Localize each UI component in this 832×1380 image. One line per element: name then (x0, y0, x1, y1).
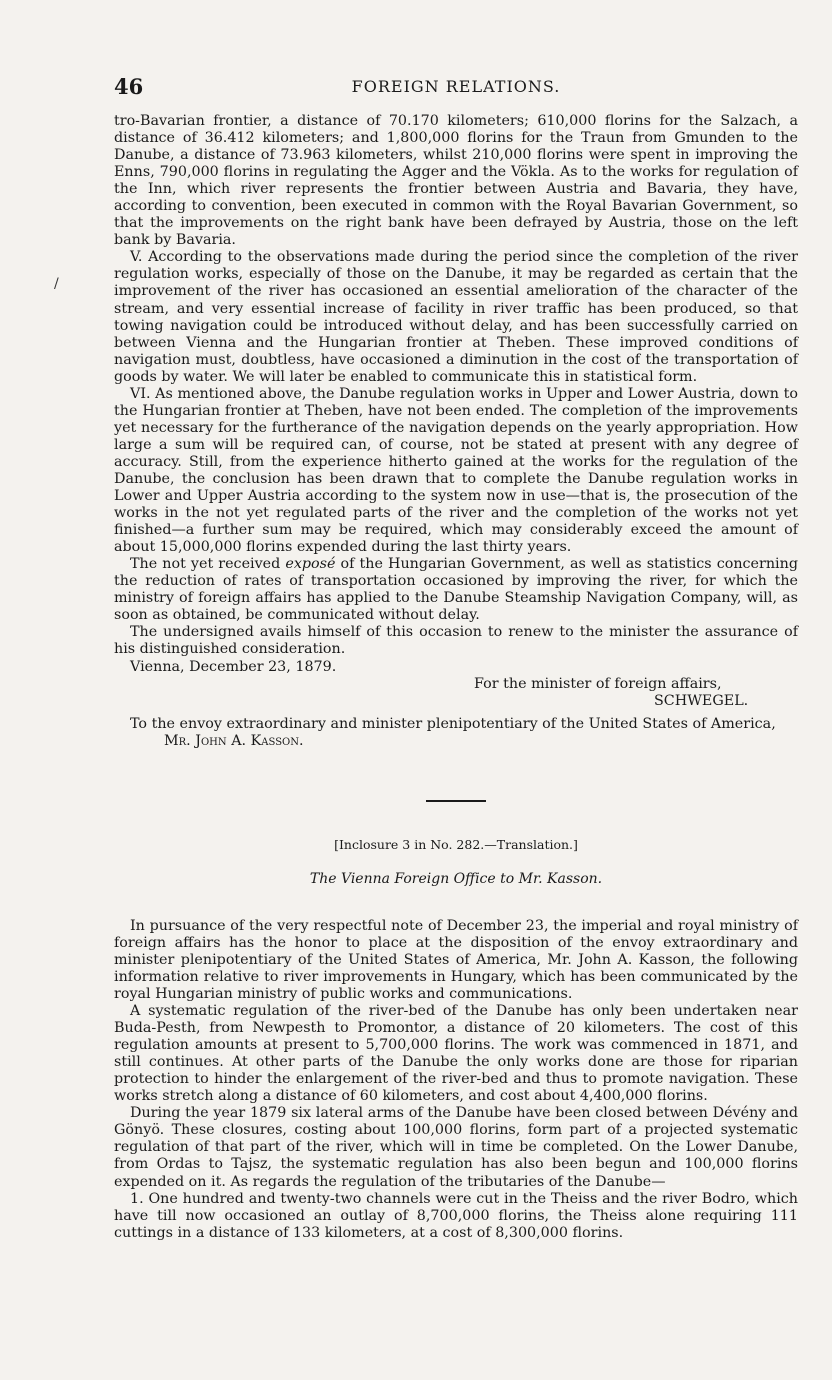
running-head: FOREIGN RELATIONS. (351, 77, 561, 96)
section-divider (426, 800, 486, 802)
expose-before: The not yet received (130, 556, 286, 573)
page-number: 46 (114, 74, 144, 99)
document-body (114, 113, 798, 1242)
addressee-name: Mr. John A. Kasson. (164, 732, 304, 749)
addressee-line: To the envoy extraordinary and minister plenipotentiary of the United States of America, (130, 715, 776, 732)
paragraph: tro-Bavarian frontier, a distance of 70.170 kilometers; 610,000 florins for the Salzach, a distance of 36.412 kilometers; and 1,800,000 florins for the Traun from Gmunden to the Danube, a distance of 73.963 kilometers, whilst 210,000 florins were spent in improving the Enns, 790,000 florins in regulating the Agger and the Vökla. As to the works for regulation of the Inn, which river represents the frontier between Austria and Bavaria, they have, according to convention, been executed in common with the Royal Bavarian Government, so that the improvements on the right bank have been defrayed by Austria, those on the left bank by Bavaria. (114, 113, 798, 249)
page-header (114, 74, 798, 104)
paragraph: V. According to the observations made during the period since the completion of the river regulation works, especially of those on the Danube, it may be regarded as certain that the improvement of the river has occasioned an essential amelioration of the character of the stream, and very essential increase of facility in river traffic has been produced, so that towing navigation could be introduced without delay, and has been successfully carried on between Vienna and the Hungarian frontier at Theben. These improved conditions of navigation must, doubtless, have occasioned a diminution in the cost of the transportation of goods by water. We will later be enabled to communicate this in statistical form. (114, 249, 798, 385)
signature-name: SCHWEGEL. (654, 692, 749, 709)
closing-paragraph: The undersigned avails himself of this occasion to renew to the minister the assurance of his distinguished consideration. (114, 624, 798, 658)
expose-italic: exposé (285, 556, 336, 573)
signature-line: For the minister of foreign affairs, (474, 675, 722, 692)
addressee-block (114, 716, 798, 750)
signature-block (114, 676, 798, 710)
paragraph: In pursuance of the very respectful note of December 23, the imperial and royal ministry of foreign affairs has the honor to place at the disposition of the envoy extraordinary and minister plenipotentiary of the United States of America, Mr. John A. Kasson, the following information relative to river improvements in Hungary, which has been communicated by the royal Hungarian ministry of public works and communications. (114, 917, 798, 1003)
paragraph: A systematic regulation of the river-bed of the Danube has only been undertaken near Buda-Pesth, from Newpesth to Promontor, a distance of 20 kilometers. The cost of this regulation amounts at present to 5,700,000 florins. The work was commenced in 1871, and still continues. At other parts of the Danube the only works done are those for riparian protection to hinder the enlargement of the river-bed and thus to promote navigation. These works stretch along a distance of 60 kilometers, and cost about 4,400,000 florins. (114, 1003, 798, 1105)
margin-mark: / (54, 276, 59, 292)
inclosure-heading: [Inclosure 3 in No. 282.—Translation.] (334, 836, 578, 852)
paragraph: 1. One hundred and twenty-two channels were cut in the Theiss and the river Bodro, which have till now occasioned an outlay of 8,700,000 florins, the Theiss alone requiring 111 cuttings in a distance of 133 kilometers, at a cost of 8,300,000 florins. (114, 1190, 798, 1241)
paragraph: VI. As mentioned above, the Danube regulation works in Upper and Lower Austria, down to the Hungarian frontier at Theben, have not been ended. The completion of the improvements yet necessary for the furtherance of the navigation depends on the yearly appropriation. How large a sum will be required can, of course, not be stated at present with any degree of accuracy. Still, from the experience hitherto gained at the works for the regulation of the Danube, the conclusion has been drawn that to complete the Danube regulation works in Lower and Upper Austria according to the system now in use—that is, the prosecution of the works in the not yet regulated parts of the river and the completion of the works not yet finished—a further sum may be required, which may considerably exceed the amount of about 15,000,000 florins expended during the last thirty years. (114, 385, 798, 556)
paragraph-expose (114, 556, 798, 624)
inclosure-body (114, 918, 798, 1242)
expose-after: of the Hungarian Government, as well as statistics concerning the reduction of rates of transportation occasioned by improving the river, for which the ministry of foreign affairs has applied to the Danube Steamship Navigation Company, will, as soon as obtained, be communicated without delay. (114, 556, 798, 624)
paragraph: During the year 1879 six lateral arms of the Danube have been closed between Dévény and Gönyö. These closures, costing about 100,000 florins, form part of a projected systematic regulation of that part of the river, which will in time be completed. On the Lower Danube, from Ordas to Tajsz, the systematic regulation has also been begun and 100,000 florins expended on it. As regards the regulation of the tributaries of the Danube— (114, 1105, 798, 1190)
dateline: Vienna, December 23, 1879. (130, 658, 337, 675)
letter-subheading: The Vienna Foreign Office to Mr. Kasson. (309, 870, 603, 887)
